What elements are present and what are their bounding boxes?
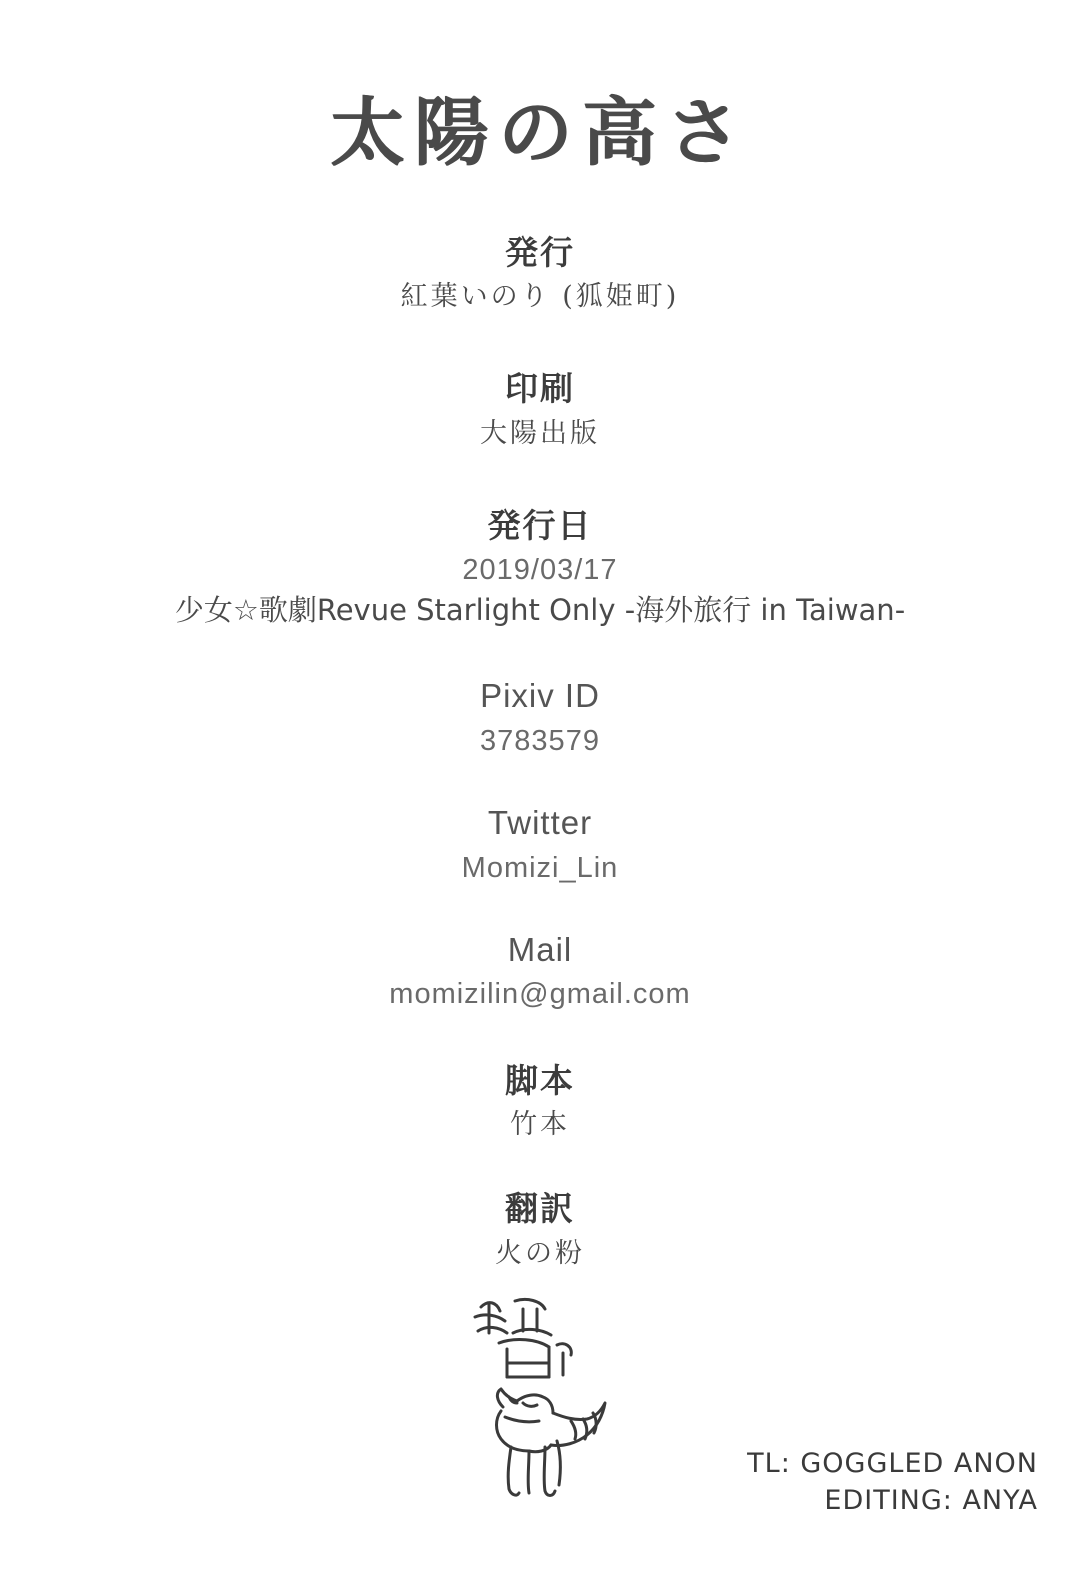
colophon-entry-pixiv-id xyxy=(0,675,1080,760)
credit-translation: TL: GOGGLED ANON xyxy=(747,1448,1038,1480)
colophon-entry-publisher xyxy=(0,232,1080,314)
entry-value-mail: momizilin@gmail.com xyxy=(389,978,691,1011)
entry-value-translation: 火の粉 xyxy=(495,1237,585,1269)
entry-value-printing: 大陽出版 xyxy=(480,417,600,449)
entry-label-script: 脚本 xyxy=(505,1061,575,1101)
entry-label-pixiv-id: Pixiv ID xyxy=(480,677,600,715)
entry-value-script: 竹本 xyxy=(510,1109,570,1141)
colophon-entries xyxy=(0,232,1080,1271)
colophon-entry-mail xyxy=(0,929,1080,1014)
entry-value-pixiv-id: 3783579 xyxy=(480,724,600,757)
entry-sub-event-name: 少女☆歌劇Revue Starlight Only -海外旅行 in Taiwan- xyxy=(174,592,906,627)
entry-label-printing: 印刷 xyxy=(505,369,575,409)
colophon-entry-twitter xyxy=(0,802,1080,887)
entry-value-publisher: 紅葉いのり (狐姫町) xyxy=(400,281,680,313)
entry-value-twitter: Momizi_Lin xyxy=(461,851,619,884)
entry-label-mail: Mail xyxy=(507,931,573,969)
colophon-entry-publication-date xyxy=(0,505,1080,630)
entry-label-translation: 翻訳 xyxy=(505,1189,575,1229)
colophon-entry-printing xyxy=(0,368,1080,450)
credits-block xyxy=(747,1446,1038,1519)
colophon-entry-script xyxy=(0,1060,1080,1142)
fox-stamp-logo-icon xyxy=(445,1289,635,1519)
colophon-entry-translation xyxy=(0,1188,1080,1270)
page-title: 太陽の高さ xyxy=(330,90,750,176)
entry-label-publisher: 発行 xyxy=(505,233,575,272)
entry-label-twitter: Twitter xyxy=(487,804,593,842)
entry-value-publication-date: 2019/03/17 xyxy=(462,553,618,586)
credit-editing: EDITING: ANYA xyxy=(824,1484,1038,1516)
entry-label-publication-date: 発行日 xyxy=(487,505,593,545)
